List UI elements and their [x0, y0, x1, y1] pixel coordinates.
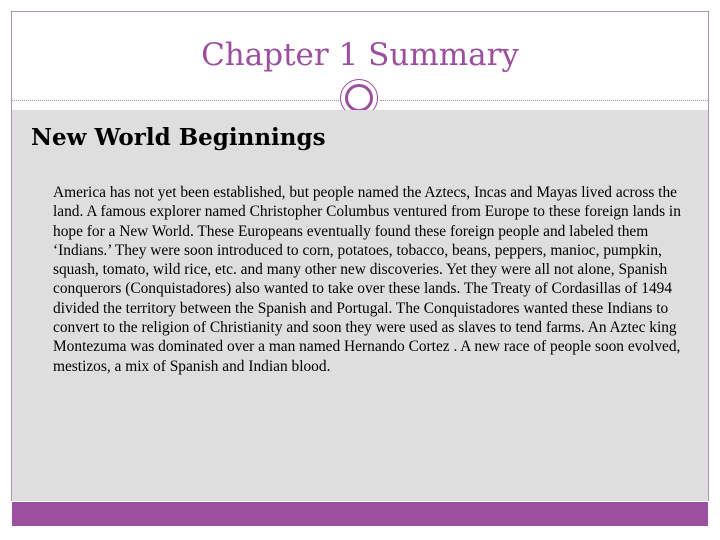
title-divider-left — [12, 100, 341, 101]
footer-bar — [12, 502, 708, 526]
frame-top-border — [11, 11, 709, 12]
divider-ring-inner — [345, 84, 373, 112]
body-paragraph: America has not yet been established, but people named the Aztecs, Incas and Mayas lived across the land. A famous explorer named Christopher Columbus ventured from Europe to these foreign lands in hope for a New World. These Europeans eventually found these foreign people and labeled them ‘Indians.’ They were soon introduced to corn, potatoes, tobacco, beans, peppers, manioc, pumpkin, squash, tomato, wild rice, etc. and many other new discoveries. Yet they were all not alone, Spanish conquerors (Conquistadores) also wanted to take over these lands. The Treaty of Cordasillas of 1494 divided the territory between the Spanish and Portugal. The Conquistadores wanted these Indians to convert to the religion of Christianity and soon they were used as slaves to tend farms. An Aztec king Montezuma was dominated over a man named Hernando Cortez . A new race of people soon evolved, mestizos, a mix of Spanish and Indian blood. — [53, 184, 681, 375]
section-heading: New World Beginnings — [31, 124, 326, 151]
frame-right-border — [708, 11, 709, 501]
title-divider-right — [380, 100, 708, 101]
slide-title: Chapter 1 Summary — [201, 37, 519, 73]
